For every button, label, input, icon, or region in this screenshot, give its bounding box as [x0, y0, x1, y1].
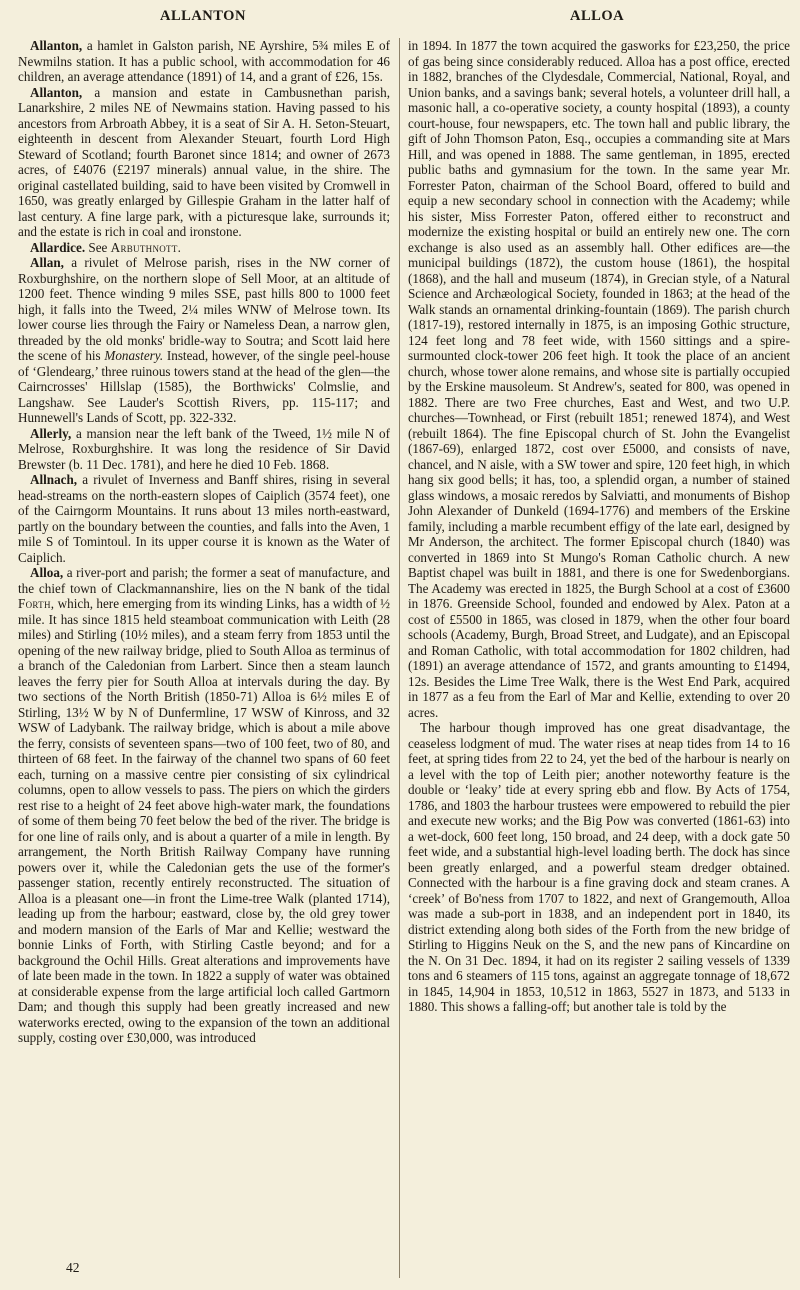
- cross-reference: Arbuthnott.: [110, 239, 182, 255]
- running-header: [0, 8, 800, 30]
- entry-text: in 1894. In 1877 the town acquired the gasworks for £23,250, the price of gas being since considerably reduced. Alloa has a post office, erected in 1882, branches of the Clydesdale, Commercial, National, Royal, and Union banks, and a savings bank; several hotels, a volunteer drill hall, a masonic hall, a co-operative society, a county hospital (1893), a county court-house, four newspapers, etc. The town hall and public library, the gift of John Thomson Paton, Esq., occupies a commanding site at Mars Hill, and was opened in 1888. The same gentleman, in 1895, erected public baths and gymnasium for the town. In the same year Mr. Forrester Paton, chairman of the School Board, offered to build and equip a new secondary school in connection with the Academy; while his sister, Miss Forrester Paton, offered either to reconstruct and modernize the existing hospital or build an entirely new one. The corn exchange is also used as an assembly hall. Other edifices are—the municipal buildings (1872), the custom house (1861), the hospital (1868), and the hall and museum (1874), in Grecian style, of a Natural Science and Archæological Society, founded in 1863; at the head of the Walk stands an ornamental drinking-fountain (1869). The parish church (1817-19), restored internally in 1875, is an imposing Gothic structure, 124 feet long and 78 feet wide, with 1560 sittings and a spire-surmounted clock-tower 206 feet high. It took the place of an ancient church, whose tower alone remains, and whose site is partially occupied by the Erskine mausoleum. St Andrew's, seated for 800, was opened in 1882. There are two Free churches, East and West, and two U.P. churches—Townhead, or First (rebuilt 1851; renewed 1874), and West (rebuilt 1864). The fine Episcopal church of St. John the Evangelist (1867-69), enlarged 1872, cost over £5000, and consists of nave, chancel, and N aisle, with a SW tower and spire, 120 feet high, in which hang six good bells; it has, too, a splendid organ, a number of stained glass windows, a mosaic reredos by Salviatti, and monuments of Bishop John Alexander of Dunkeld (1694-1776) and members of the Erskine family, including a marble recumbent effigy of the late earl, designed by Mr Anderson, the architect. The former Episcopal church (1840) was converted in 1869 into St Mungo's Roman Catholic church. A new Baptist chapel was built in 1881, and there is one for Swedenborgians. The Academy was erected in 1825, the Burgh School at a cost of £3600 in 1876. Greenside School, founded and endowed by Alex. Paton at a cost of £5500 in 1865, was closed in 1879, when the other four board schools (Academy, Burgh, Broad Street, and Ludgate), and an Episcopal and Roman Catholic, with total accommodation for 1802 children, had (1891) an average attendance of 1572, and grants amounting to £1494, 12s. Besides the Lime Tree Walk, there is the West End Park, acquired in 1877 as a feu from the Earl of Mar and Kellie, extending to over 20 acres.: [408, 38, 790, 720]
- entry-text: See: [85, 239, 111, 255]
- entry-alloa-harbour: [408, 720, 790, 1015]
- entry-allerly: [18, 426, 390, 473]
- entry-allardice: [18, 240, 390, 256]
- entry-text: a mansion near the left bank of the Tweed, 1½ mile N of Melrose, Roxburghshire. It was long the residence of Sir David Brewster (b. 11 Dec. 1781), and here he died 10 Feb. 1868.: [18, 425, 390, 472]
- cross-reference: Forth,: [18, 596, 55, 611]
- entry-text: a mansion and estate in Cambusnethan parish, Lanarkshire, 2 miles NE of Newmains station. Having passed to his ancestors from Arbroath Abbey, it is a seat of Sir A. H. Seton-Steuart, eighteenth in descent from Alexander Steuart, fourth Lord High Steward of Scotland; fourth Baronet since 1814; and owner of 2673 acres, of £4076 (£2197 minerals) annual value, in the shire. The original castellated building, said to have been visited by Cromwell in 1650, was greatly enlarged by Gillespie Graham in the latter half of last century. A fine large park, with a picturesque lake, surrounds it; and the estate is rich in coal and ironstone.: [18, 84, 390, 239]
- entry-text: a rivulet of Inverness and Banff shires, rising in several head-streams on the north-eastern slopes of Caiplich (3574 feet), one of the Cairngorm Mountains. It runs about 13 miles north-eastward, partly on the boundary between the counties, and falls into the Aven, 1 mile S of Tomintoul. In its upper course it is known as the Water of Caiplich.: [18, 472, 390, 565]
- entry-headword: Allanton,: [30, 38, 83, 53]
- entry-alloa: [18, 565, 390, 1046]
- header-right-headword: ALLOA: [570, 8, 625, 24]
- entry-text: a hamlet in Galston parish, NE Ayrshire, 5¾ miles E of Newmilns station. It has a public school, with accommodation for 46 children, an average attendance (1891) of 14, and a grant of £26, 15s.: [18, 38, 390, 84]
- entry-headword: Allerly,: [30, 425, 72, 441]
- entry-text-tail: Instead, however, of the single peel-house of ‘Glendearg,’ three ruinous towers stand at the head of the glen—the Cairncrosses' Hillslap (1585), the Borthwicks' Colmslie, and Langshaw. See Lauder's Scottish Rivers, pp. 115-117; and Hunnewell's Lands of Scott, pp. 322-332.: [18, 348, 390, 425]
- left-column: [18, 38, 390, 1266]
- entry-allan: [18, 255, 390, 426]
- page-number: 42: [66, 1260, 80, 1275]
- entry-allanton-mansion: [18, 85, 390, 240]
- header-left-headword: ALLANTON: [160, 8, 246, 24]
- entry-headword: Allan,: [30, 255, 64, 270]
- entry-text: a rivulet of Melrose parish, rises in the NW corner of Roxburghshire, on the northern slope of Sell Moor, at an altitude of 1200 feet. Thence winding 9 miles SSE, past hills 800 to 1000 feet high, it falls into the Tweed, 2¼ miles WNW of Melrose town. Its lower course lies through the Fairy or Nameless Dean, a narrow glen, threaded by the old monks' bridle-way to Soutra; and Scott laid here the scene of his: [18, 255, 390, 363]
- entry-alloa-continued: [408, 38, 790, 720]
- entry-headword: Allanton,: [30, 84, 83, 100]
- right-column: [408, 38, 790, 1288]
- entry-headword: Alloa,: [30, 565, 64, 580]
- entry-headword: Allnach,: [30, 472, 78, 487]
- entry-headword: Allardice.: [30, 239, 86, 255]
- entry-italic-title: Monastery.: [104, 348, 164, 363]
- entry-text-tail: which, here emerging from its winding Links, has a width of ½ mile. It has since 1815 held steamboat communication with Leith (28 miles) and Stirling (10½ miles), and a steam ferry from 1853 until the opening of the new railway bridge, plied to South Alloa as terminus of a branch of the Caledonian from Larbert. Since then a steam launch leaves the ferry pier for South Alloa at intervals during the day. By two sections of the North British (1850-71) Alloa is 6½ miles E of Stirling, 13½ W by N of Dunfermline, 17 WSW of Kinross, and 32 WSW of Ladybank. The railway bridge, which is about a mile above the ferry, consists of seventeen spans—two of 100 feet, two of 80, and thirteen of 68 feet. In the fairway of the channel two spans of 60 feet each, turning on a massive centre pier consisting of six cylindrical columns, open to allow vessels to pass. The piers on which the girders rest rise to a height of 24 feet above high-water mark, the foundations of some of them being 70 feet below the bed of the river. The bridge is for one line of rails only, and is about a quarter of a mile in length. By arrangement, the North British Railway Company have running powers over it, while the Caledonian gets the use of the former's passenger station, recently entirely reconstructed. The situation of Alloa is a pleasant one—in front the Lime-tree Walk (planted 1714), leading up from the harbour; eastward, close by, the old grey tower and modern mansion of the Earls of Mar and Kellie; westward the bonnie Links of Forth, with Stirling Castle beyond; and for a background the Ochil Hills. Great alterations and improvements have of late been made in the town. In 1822 a supply of water was obtained at considerable expense from the large artificial loch called Gartmorn Dam; and though this supply had been greatly increased and new waterworks erected, owing to the expansion of the town an additional supply, costing over £30,000, was introduced: [18, 596, 390, 1045]
- column-divider: [399, 38, 400, 1278]
- entry-text: The harbour though improved has one great disadvantage, the ceaseless lodgment of mud. The water rises at neap tides from 14 to 16 feet, at spring tides from 22 to 24, yet the bed of the harbour is nearly on a level with the top of Leith pier; another noteworthy feature is the double or ‘leaky’ tide at every spring ebb and flow. By Acts of 1754, 1786, and 1803 the harbour trustees were empowered to rebuild the pier and execute new works; and the Big Pow was converted (1861-63) into a wet-dock, 600 feet long, 150 broad, and 24 deep, with a dock gate 50 feet wide, and a substantial high-level loading berth. The dock has since been greatly enlarged, and a powerful steam dredger obtained. Connected with the harbour is a fine graving dock and steam cranes. A ‘creek’ of Bo'ness from 1707 to 1822, and next of Grangemouth, Alloa was made a sub-port in 1838, and an independent port in 1840, its district extending along both sides of the Forth from the new bridge of Stirling to Higgins Neuk on the S, and the new pans of Kincardine on the N. On 31 Dec. 1894, it had on its register 2 sailing vessels of 1339 tons and 6 steamers of 115 tons, against an aggregate tonnage of 18,672 in 1845, 14,904 in 1853, 10,512 in 1863, 5527 in 1873, and 5133 in 1880. This shows a falling-off; but another tale is told by the: [408, 720, 790, 1014]
- entry-allnach: [18, 472, 390, 565]
- entry-text: a river-port and parish; the former a seat of manufacture, and the chief town of Clackmannanshire, lies on the N bank of the tidal: [18, 565, 390, 596]
- entry-allanton-hamlet: [18, 38, 390, 85]
